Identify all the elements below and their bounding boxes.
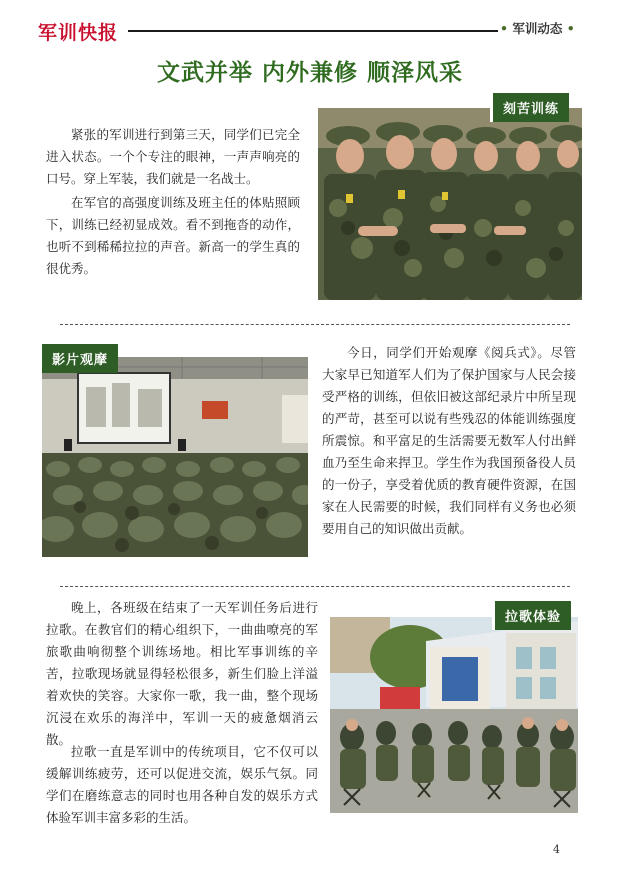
outdoor-singing-image	[330, 617, 578, 813]
label-singing: 拉歌体验	[492, 601, 571, 630]
singing-paragraph-2: 拉歌一直是军训中的传统项目，它不仅可以缓解训练疲劳，还可以促进交流，娱乐气氛。同学们在磨练意志的同时也用各种自发的娱乐方式体验军训丰富多彩的生活。	[46, 744, 318, 825]
training-paragraph-1: 紧张的军训进行到第三天，同学们已完全进入状态。一个个专注的眼神，一声声响亮的口号。穿上军装，我们就是一名战士。	[46, 127, 300, 186]
singing-paragraph-1: 晚上，各班级在结束了一天军训任务后进行拉歌。在教官们的精心组织下，一曲曲嘹亮的军旅歌曲响彻整个训练场地。相比军事训练的辛苦，拉歌现场就显得轻松很多，新生们脸上洋溢着欢快的笑容。大家你一歌，我一曲，整个现场沉浸在欢乐的海洋中，军训一天的疲惫烟消云散。	[46, 600, 318, 747]
page-headline: 文武并举 内外兼修 顺泽风采	[156, 60, 463, 86]
section-tag	[500, 19, 575, 37]
masthead-title: 军训快报	[38, 22, 119, 44]
section-tag-label: 军训动态	[512, 21, 563, 36]
training-paragraph-2: 在军官的高强度训练及班主任的体贴照顾下，训练已经初显成效。看不到拖沓的动作，也听不到稀稀拉拉的声音。新高一的学生真的很优秀。	[46, 195, 300, 276]
masthead-rule	[128, 30, 498, 32]
marching-soldiers-image	[318, 108, 582, 300]
page-number: 4	[553, 843, 560, 856]
tag-dot-right: •	[566, 21, 575, 36]
training-photo	[318, 108, 582, 300]
section-divider-2	[60, 586, 570, 587]
film-paragraph-1: 今日，同学们开始观摩《阅兵式》。尽管大家早已知道军人们为了保护国家与人民会接受严格的训练，但依旧被这部纪录片中所呈现的严苛，甚至可以说有些残忍的体能训练强度所震惊。和平富足的生活需要无数军人付出鲜血乃至生命来捍卫。学生作为我国预备役人员的一份子，享受着优质的教育硬件资源，在国家在人民需要的时候，我们同样有义务也必须要用自己的知识做出贡献。	[322, 345, 576, 536]
singing-photo	[330, 617, 578, 813]
section-divider-1	[60, 324, 570, 325]
film-viewing-photo	[42, 357, 308, 557]
tag-dot-left: •	[500, 21, 508, 36]
label-film: 影片观摩	[42, 344, 118, 373]
film-hall-image	[42, 357, 308, 557]
label-training: 刻苦训练	[490, 93, 569, 122]
